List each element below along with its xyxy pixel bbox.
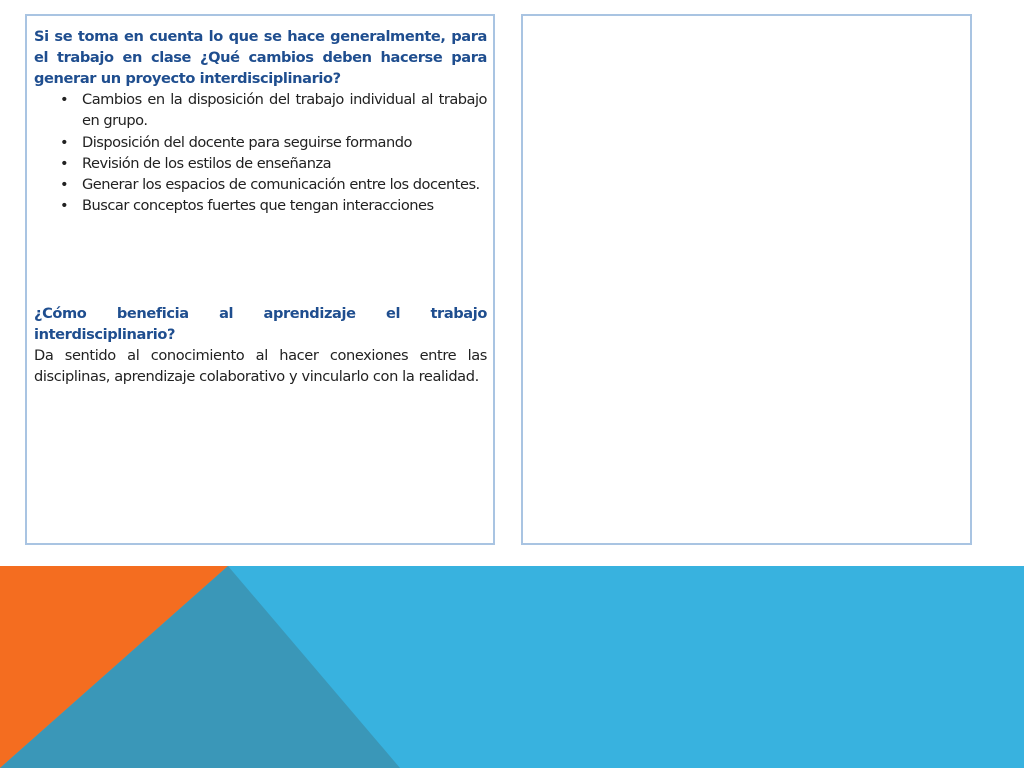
bullet-icon: • — [60, 197, 69, 215]
list-item: • Disposición del docente para seguirse formando — [82, 132, 487, 153]
question-2-heading: ¿Cómo beneficia al aprendizaje el trabajo interdisciplinario? — [34, 304, 487, 343]
bullet-icon: • — [60, 154, 69, 172]
bullet-icon: • — [60, 176, 69, 194]
left-text-box — [25, 14, 495, 545]
decorative-footer-shapes — [0, 566, 1024, 768]
list-item: • Buscar conceptos fuertes que tengan interacciones — [82, 195, 487, 216]
question-1-heading: Si se toma en cuenta lo que se hace generalmente, para el trabajo en clase ¿Qué cambios deben hacerse para generar un proyecto interdisciplinario? — [34, 28, 487, 87]
list-item: • Generar los espacios de comunicación entre los docentes. — [82, 174, 487, 195]
bullet-icon: • — [60, 133, 69, 151]
answer-2-paragraph: Da sentido al conocimiento al hacer conexiones entre las disciplinas, aprendizaje colaborativo y vincularlo con la realidad. — [34, 346, 487, 386]
list-item: • Cambios en la disposición del trabajo individual al trabajo en grupo. — [60, 91, 487, 130]
right-empty-box — [521, 14, 972, 545]
spacer — [34, 217, 487, 303]
answers-list — [34, 89, 487, 217]
list-item: • Revisión de los estilos de enseñanza — [82, 153, 487, 174]
bullet-icon: • — [60, 91, 69, 108]
